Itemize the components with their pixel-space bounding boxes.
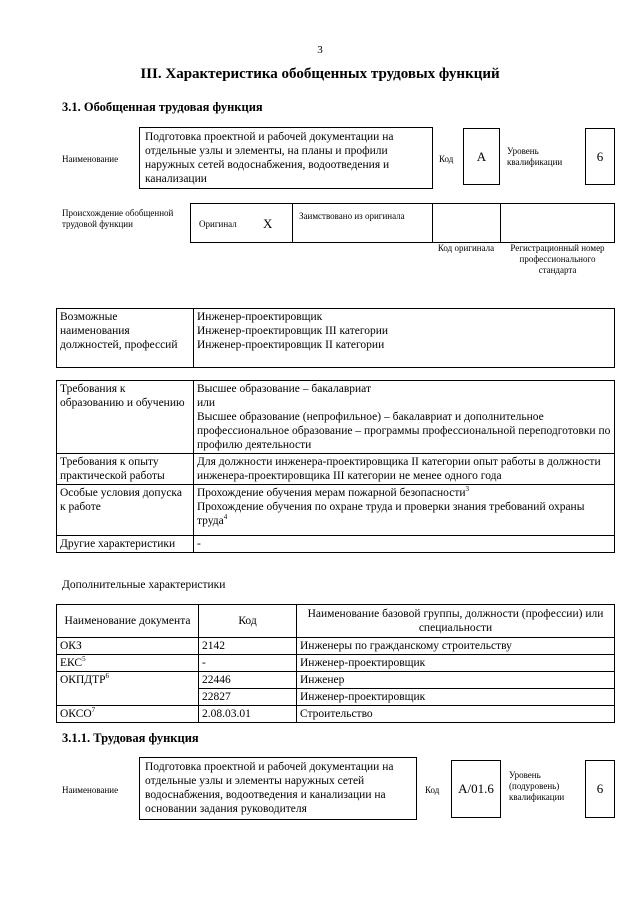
gtf-code-value: А	[463, 128, 500, 185]
tf-name-label: Наименование	[62, 785, 119, 795]
table-row: ЕКС$^5$ - Инженер-проектировщик	[57, 655, 615, 672]
tf-level-label: Уровень (подуровень) квалификации	[509, 770, 565, 802]
gtf-name-label: Наименование	[62, 154, 119, 164]
origin-borrowed-label: Заимствовано из оригинала	[299, 211, 405, 221]
gtf-code-label: Код	[439, 154, 454, 164]
origin-divider-1	[292, 204, 293, 242]
special-conditions-value	[194, 485, 615, 536]
education-value	[194, 381, 615, 454]
tf-code-label: Код	[425, 785, 440, 795]
additional-heading: Дополнительные характеристики	[62, 579, 226, 591]
col-code-header: Код	[199, 605, 297, 638]
positions-table	[56, 308, 615, 368]
positions-list	[194, 309, 615, 368]
page-number: 3	[317, 44, 323, 56]
origin-reg-caption: Регистрационный номер профессионального стандарта	[510, 243, 605, 275]
origin-divider-2	[432, 204, 433, 242]
additional-table	[56, 604, 615, 723]
tf-heading: 3.1.1. Трудовая функция	[62, 731, 199, 745]
special-conditions-label: Особые условия допуска к работе	[57, 485, 194, 536]
gtf-level-value: 6	[585, 128, 615, 185]
col-name-header: Наименование базовой группы, должности (профессии) или специальности	[297, 605, 615, 638]
other-characteristics-value: -	[194, 536, 615, 553]
table-row: ОКСО$^7$ 2.08.03.01 Строительство	[57, 706, 615, 723]
requirements-table	[56, 380, 615, 553]
table-row: ОКПДТР$^6$ 22446 Инженер	[57, 672, 615, 689]
origin-original-mark: X	[263, 216, 273, 231]
origin-original-label: Оригинал	[199, 219, 237, 229]
table-row: ОКЗ 2142 Инженеры по гражданскому строительству	[57, 638, 615, 655]
gtf-level-label: Уровень квалификации	[507, 146, 563, 167]
gtf-heading: 3.1. Обобщенная трудовая функция	[62, 100, 263, 114]
other-characteristics-label: Другие характеристики	[57, 536, 194, 553]
education-label: Требования к образованию и обучению	[57, 381, 194, 454]
origin-code-caption: Код оригинала	[437, 243, 495, 253]
special-condition-line: Прохождение обучения по охране труда и проверки знания требований охраны труда$^4$	[197, 501, 585, 527]
col-doc-header: Наименование документа	[57, 605, 199, 638]
origin-label: Происхождение обобщенной трудовой функции	[62, 208, 174, 229]
positions-label: Возможные наименования должностей, профессий	[57, 309, 194, 368]
table-row: 22827 Инженер-проектировщик	[57, 689, 615, 706]
experience-value: Для должности инженера-проектировщика II категории опыт работы в должности инженера-проектировщика III категории не менее одного года	[194, 454, 615, 485]
gtf-name-value: Подготовка проектной и рабочей документации на отдельные узлы и элементы, на планы и профили наружных сетей водоснабжения, водоотведения и канализации	[139, 127, 433, 189]
education-line: Высшее образование (непрофильное) – бакалавриат и дополнительное профессиональное образование – программы профессиональной переподготовки по профилю деятельности	[197, 411, 611, 451]
experience-label: Требования к опыту практической работы	[57, 454, 194, 485]
tf-level-value: 6	[585, 760, 615, 818]
tf-code-value: А/01.6	[451, 760, 501, 818]
special-condition-line: Прохождение обучения мерам пожарной безопасности$^3$	[197, 485, 470, 499]
origin-divider-3	[500, 204, 501, 242]
education-line: Высшее образование – бакалавриат	[197, 383, 371, 395]
tf-name-value: Подготовка проектной и рабочей документации на отдельные узлы и элементы наружных сетей водоснабжения, водоотведения и канализации на основании задания руководителя	[139, 757, 417, 820]
position-item: Инженер-проектировщик III категории	[197, 325, 389, 337]
section-title: III. Характеристика обобщенных трудовых функций	[140, 66, 500, 82]
origin-table	[190, 203, 615, 243]
position-item: Инженер-проектировщик	[197, 311, 323, 323]
education-line: или	[197, 397, 216, 409]
position-item: Инженер-проектировщик II категории	[197, 339, 385, 351]
